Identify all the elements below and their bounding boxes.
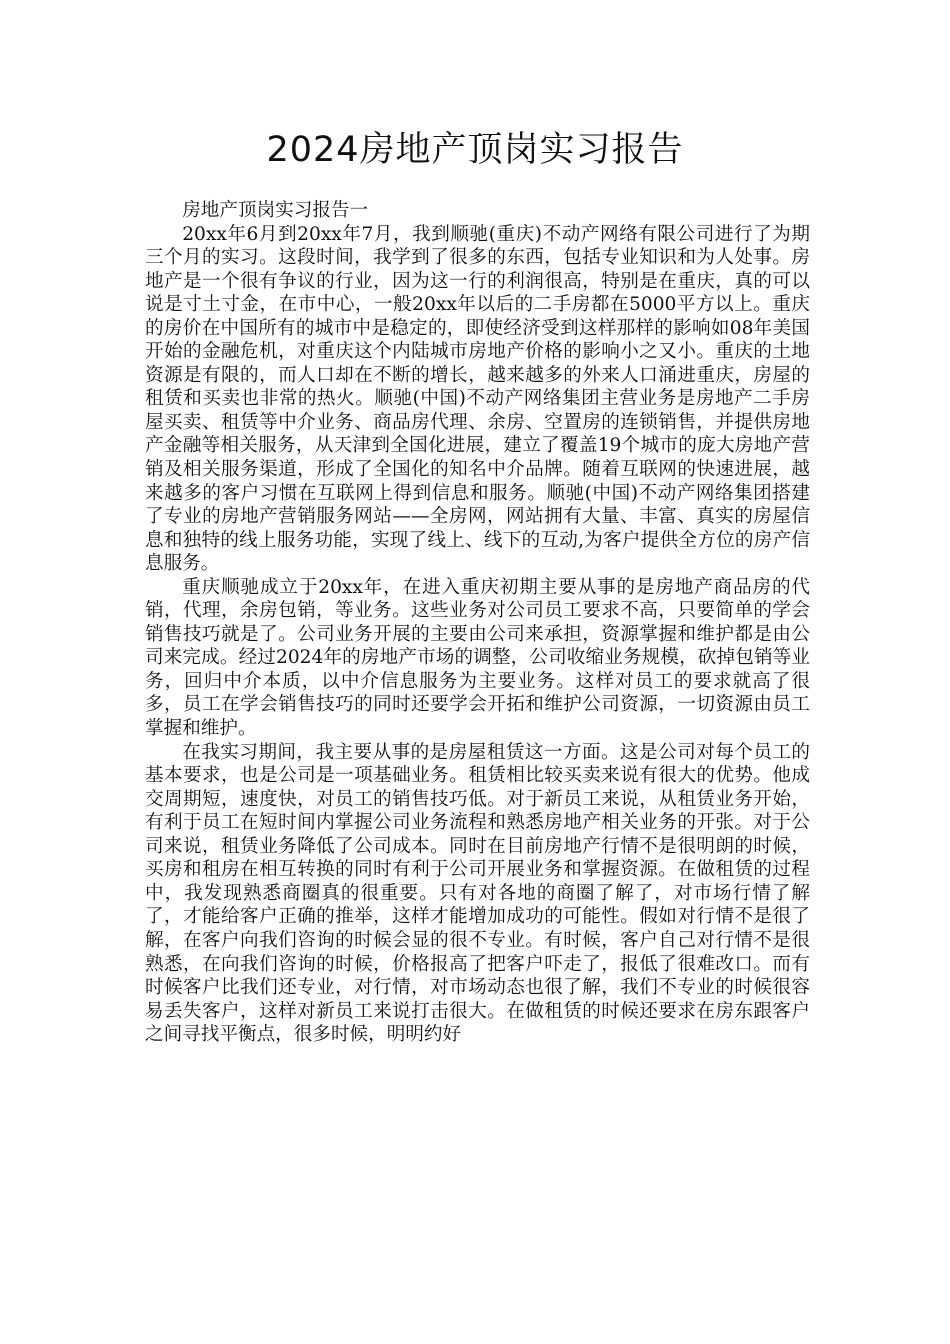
document-body <box>145 199 810 1047</box>
paragraph-1: 20xx年6月到20xx年7月，我到顺驰(重庆)不动产网络有限公司进行了为期三个月的实习。这段时间，我学到了很多的东西，包括专业知识和为人处事。房地产是一个很有争议的行业，因为这一行的利润很高，特别是在重庆，真的可以说是寸土寸金，在市中心，一般20xx年以后的二手房都在5000平方以上。重庆的房价在中国所有的城市中是稳定的，即使经济受到这样那样的影响如08年美国开始的金融危机，对重庆这个内陆城市房地产价格的影响小之又小。重庆的土地资源是有限的，而人口却在不断的增长，越来越多的外来人口涌进重庆，房屋的租赁和买卖也非常的热火。顺驰(中国)不动产网络集团主营业务是房地产二手房屋买卖、租赁等中介业务、商品房代理、余房、空置房的连锁销售，并提供房地产金融等相关服务，从天津到全国化进展，建立了覆盖19个城市的庞大房地产营销及相关服务渠道，形成了全国化的知名中介品牌。随着互联网的快速进展，越来越多的客户习惯在互联网上得到信息和服务。顺驰(中国)不动产网络集团搭建了专业的房地产营销服务网站——全房网，网站拥有大量、丰富、真实的房屋信息和独特的线上服务功能，实现了线上、线下的互动,为客户提供全方位的房产信息服务。 <box>145 223 810 575</box>
paragraph-3: 在我实习期间，我主要从事的是房屋租赁这一方面。这是公司对每个员工的基本要求，也是公司是一项基础业务。租赁相比较买卖来说有很大的优势。他成交周期短，速度快，对员工的销售技巧低。对于新员工来说，从租赁业务开始，有利于员工在短时间内掌握公司业务流程和熟悉房地产相关业务的开张。对于公司来说，租赁业务降低了公司成本。同时在目前房地产行情不是很明朗的时候，买房和租房在相互转换的同时有利于公司开展业务和掌握资源。在做租赁的过程中，我发现熟悉商圈真的很重要。只有对各地的商圈了解了，对市场行情了解了，才能给客户正确的推举，这样才能增加成功的可能性。假如对行情不是很了解，在客户向我们咨询的时候会显的很不专业。有时候，客户自己对行情不是很熟悉，在向我们咨询的时候，价格报高了把客户吓走了，报低了很难改口。而有时候客户比我们还专业，对行情，对市场动态也很了解，我们不专业的时候很容易丢失客户，这样对新员工来说打击很大。在做租赁的时候还要求在房东跟客户之间寻找平衡点，很多时候，明明约好 <box>145 741 810 1046</box>
paragraph-subtitle: 房地产顶岗实习报告一 <box>182 200 369 221</box>
paragraph-2: 重庆顺驰成立于20xx年，在进入重庆初期主要从事的是房地产商品房的代销，代理，余房包销，等业务。这些业务对公司员工要求不高，只要简单的学会销售技巧就是了。公司业务开展的主要由公司来承担，资源掌握和维护都是由公司来完成。经过2024年的房地产市场的调整，公司收缩业务规模，砍掉包销等业务，回归中介本质，以中介信息服务为主要业务。这样对员工的要求就高了很多，员工在学会销售技巧的同时还要学会开拓和维护公司资源，一切资源由员工掌握和维护。 <box>145 576 810 740</box>
document-title: 2024房地产顶岗实习报告 <box>266 130 684 170</box>
